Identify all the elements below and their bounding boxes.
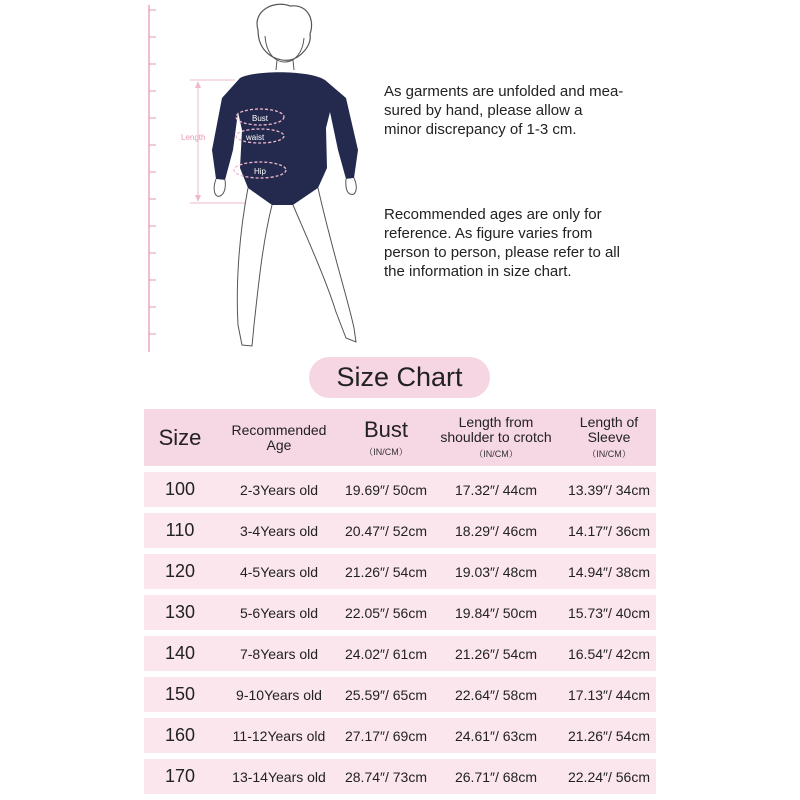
table-row bbox=[144, 513, 656, 548]
header-bust bbox=[342, 409, 430, 466]
header-length bbox=[430, 409, 562, 466]
left-leg bbox=[237, 188, 272, 346]
hip-label: Hip bbox=[254, 167, 267, 176]
header-sleeve-label: Length of Sleeve bbox=[579, 414, 639, 445]
leotard-figure-illustration bbox=[140, 0, 390, 360]
waist-label: waist bbox=[246, 133, 265, 142]
cell-size: 170 bbox=[164, 766, 196, 786]
cell-size: 100 bbox=[164, 479, 196, 499]
cell-age: 3-4Years old bbox=[239, 522, 319, 539]
cell-length: 26.71″/ 68cm bbox=[454, 768, 537, 785]
left-hand bbox=[214, 179, 225, 196]
cell-sleeve: 17.13″/ 44cm bbox=[567, 686, 650, 703]
size-chart-title-badge bbox=[309, 357, 490, 398]
length-arrow-head-bottom bbox=[195, 195, 201, 202]
table-row bbox=[144, 554, 656, 589]
cell-size: 150 bbox=[164, 684, 196, 704]
cell-bust: 27.17″/ 69cm bbox=[344, 727, 427, 744]
header-size bbox=[144, 409, 216, 466]
recommended-ages-note: Recommended ages are only for reference. As figure varies from person to person, please refer to all the information in size chart. bbox=[384, 206, 620, 280]
cell-size: 120 bbox=[164, 561, 196, 581]
figure-svg bbox=[140, 0, 390, 360]
header-bust-label: Bust bbox=[363, 417, 409, 442]
cell-sleeve: 13.39″/ 34cm bbox=[567, 481, 650, 498]
cell-age: 11-12Years old bbox=[232, 727, 326, 744]
cell-size: 160 bbox=[164, 725, 196, 745]
header-length-label: Length from shoulder to crotch bbox=[440, 414, 552, 445]
cell-age: 7-8Years old bbox=[239, 645, 319, 662]
header-bust-unit: （IN/CM） bbox=[364, 447, 408, 457]
cell-length: 22.64″/ 58cm bbox=[454, 686, 537, 703]
cell-sleeve: 14.94″/ 38cm bbox=[567, 563, 650, 580]
cell-length: 19.84″/ 50cm bbox=[454, 604, 537, 621]
header-length-unit: （IN/CM） bbox=[474, 449, 518, 459]
cell-sleeve: 15.73″/ 40cm bbox=[567, 604, 650, 621]
cell-bust: 24.02″/ 61cm bbox=[344, 645, 427, 662]
length-label: Length bbox=[181, 133, 206, 142]
cell-bust: 19.69″/ 50cm bbox=[344, 481, 427, 498]
header-age-label: Recommended Age bbox=[231, 421, 327, 453]
hair-outline bbox=[257, 4, 312, 60]
table-row bbox=[144, 472, 656, 507]
cell-size: 110 bbox=[165, 520, 195, 540]
right-hand bbox=[346, 178, 356, 194]
cell-length: 18.29″/ 46cm bbox=[454, 522, 537, 539]
length-arrow-head-top bbox=[195, 81, 201, 88]
cell-size: 140 bbox=[164, 643, 196, 663]
header-age bbox=[216, 409, 342, 466]
size-chart-title: Size Chart bbox=[336, 362, 463, 392]
cell-age: 5-6Years old bbox=[239, 604, 319, 621]
header-sleeve bbox=[562, 409, 656, 466]
bust-label: Bust bbox=[252, 114, 269, 123]
cell-length: 24.61″/ 63cm bbox=[454, 727, 537, 744]
table-row bbox=[144, 759, 656, 794]
header-size-label: Size bbox=[158, 424, 202, 450]
size-chart-table bbox=[144, 409, 656, 794]
cell-sleeve: 22.24″/ 56cm bbox=[567, 768, 650, 785]
table-row bbox=[144, 636, 656, 671]
header-sleeve-unit: （IN/CM） bbox=[587, 449, 631, 459]
cell-bust: 25.59″/ 65cm bbox=[344, 686, 427, 703]
measurement-note: As garments are unfolded and mea- sured by hand, please allow a minor discrepancy of 1-3 cm. bbox=[384, 83, 624, 138]
cell-bust: 22.05″/ 56cm bbox=[344, 604, 427, 621]
table-row bbox=[144, 595, 656, 630]
cell-age: 9-10Years old bbox=[236, 686, 322, 703]
cell-sleeve: 14.17″/ 36cm bbox=[567, 522, 650, 539]
right-leg bbox=[293, 188, 356, 342]
table-row bbox=[144, 718, 656, 753]
ruler-ticks bbox=[149, 10, 156, 334]
cell-length: 21.26″/ 54cm bbox=[454, 645, 537, 662]
table-row bbox=[144, 677, 656, 712]
cell-sleeve: 16.54″/ 42cm bbox=[567, 645, 650, 662]
cell-age: 13-14Years old bbox=[232, 768, 326, 785]
cell-size: 130 bbox=[164, 602, 196, 622]
cell-age: 4-5Years old bbox=[239, 563, 319, 580]
table-header-row bbox=[144, 409, 656, 466]
cell-age: 2-3Years old bbox=[239, 481, 319, 498]
cell-length: 17.32″/ 44cm bbox=[454, 481, 537, 498]
leotard-body bbox=[212, 72, 358, 205]
cell-length: 19.03″/ 48cm bbox=[454, 563, 537, 580]
cell-sleeve: 21.26″/ 54cm bbox=[567, 727, 650, 744]
cell-bust: 28.74″/ 73cm bbox=[344, 768, 427, 785]
cell-bust: 21.26″/ 54cm bbox=[344, 563, 427, 580]
cell-bust: 20.47″/ 52cm bbox=[344, 522, 427, 539]
